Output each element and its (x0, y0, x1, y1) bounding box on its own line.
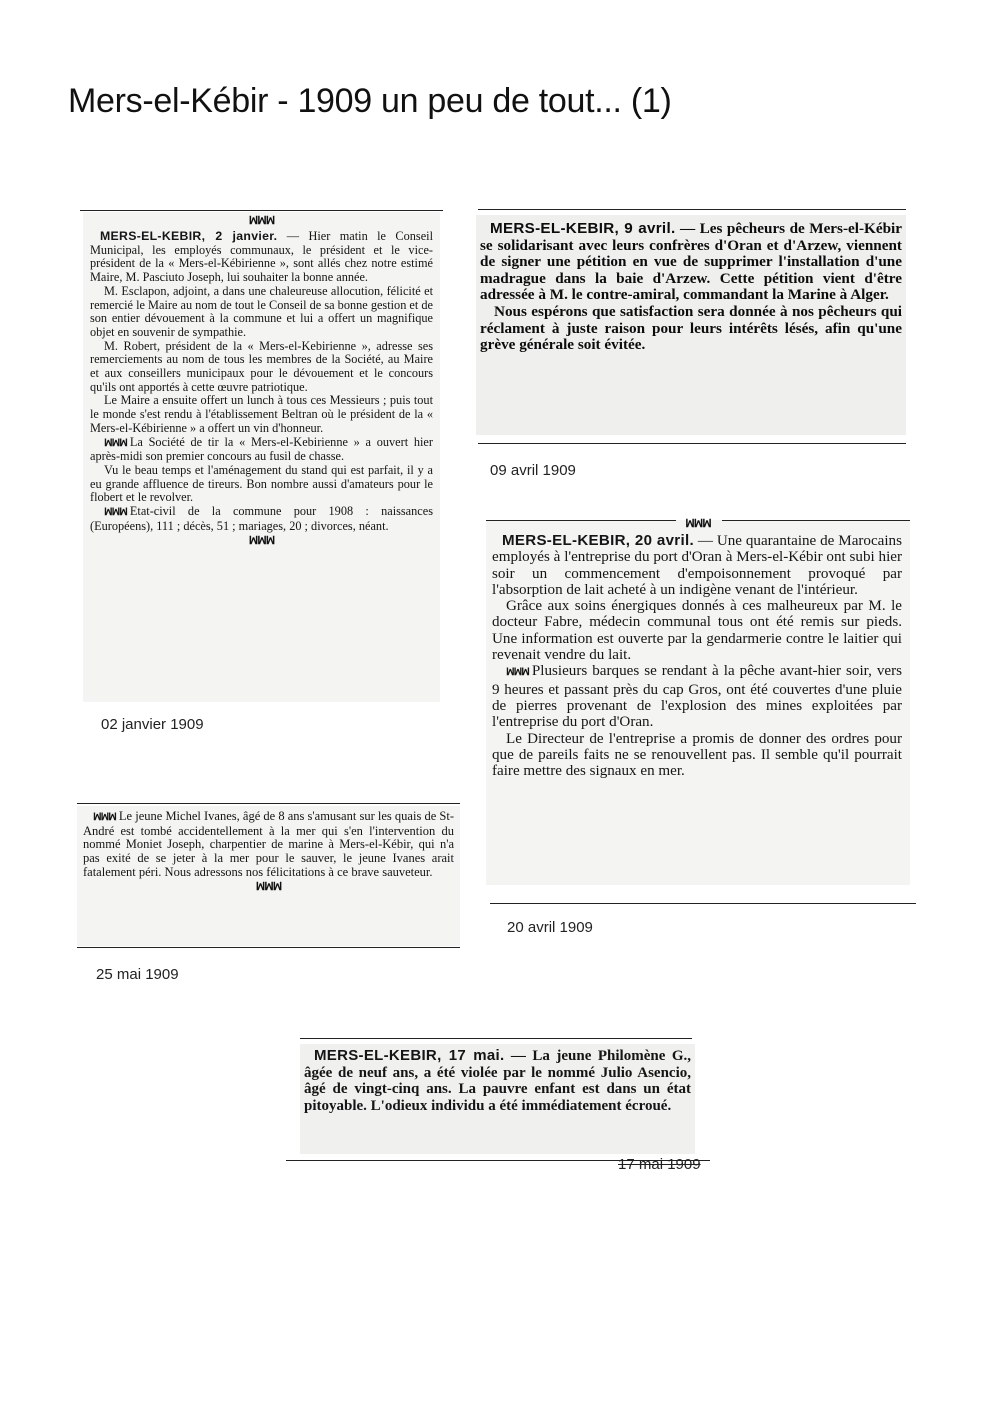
ornament: ꟽꟽꟽ (685, 518, 711, 530)
article-paragraph: Grâce aux soins énergiques donnés à ces malheureux par M. le docteur Fabre, médecin communal tous ont été remis sur pieds. Une information est ouverte par la gendarmerie contre le laitier qui revenait vendre du lait. (492, 598, 902, 664)
clipping-date: 20 avril 1909 (507, 919, 593, 936)
clipping-bottom-rule (77, 947, 460, 948)
clipping-top-rule (300, 1038, 692, 1039)
clipping-avril-9 (476, 215, 906, 435)
article-paragraph: MERS-EL-KEBIR, 20 avril. — Une quarantaine de Marocains employés à l'entreprise du port d'Oran à Mers-el-Kébir ont subi hier soir un commencement d'empoisonnement provoqué par l'absorption de lait acheté à un indigène venant de l'intérieur. (492, 532, 902, 598)
article-paragraph: ꟽꟽꟽ La Société de tir la « Mers-el-Kebirienne » a ouvert hier après-midi son premier concours au fusil de chasse. (90, 434, 433, 464)
article-body (476, 215, 906, 354)
article-body (486, 530, 910, 779)
page-title: Mers-el-Kébir - 1909 un peu de tout... (1) (68, 82, 672, 120)
article-paragraph: MERS-EL-KEBIR, 9 avril. — Les pêcheurs de Mers-el-Kébir se solidarisant avec leurs confrères d'Oran et d'Arzew, viennent de signer une pétition en vue de supprimer l'installation d'une madrague dans la baie d'Arzew. Cette pétition vient d'être adressée à M. le contre-amiral, commandant la Marine à Alger. (480, 220, 902, 304)
article-paragraph: ꟽꟽꟽ Le jeune Michel Ivanes, âgé de 8 ans s'amusant sur les quais de St-André est tombé accidentellement à la mer qui s'en l'intervention du nommé Moniet Joseph, charpentier de marine à Mers-el-Kébir, qui n'a pas exité de se jeter à la mer pour le sauver, le jeune Ivanes arait fatalement péri. Nous adressons nos félicitations à ce brave sauveteur. (83, 809, 454, 879)
clipping-date: 17 mai 1909 (618, 1156, 701, 1173)
clipping-top-rule (77, 803, 460, 804)
ornament: ꟽꟽꟽ (248, 535, 275, 548)
clipping-top-rule (80, 210, 443, 211)
article-body (77, 806, 460, 880)
ornament: ꟽꟽꟽ (104, 507, 127, 519)
article-paragraph: ꟽꟽꟽ Etat-civil de la commune pour 1908 : naissances (Européens), 111 ; décès, 51 ; mariages, 20 ; divorces, néant. (90, 504, 433, 533)
article-heading: MERS-EL-KEBIR, 17 mai. (314, 1047, 505, 1064)
article-paragraph: MERS-EL-KEBIR, 2 janvier. — Hier matin le Conseil Municipal, les employés communaux, le président et le vice-président de la « Mers-el-Kébirienne », sont allés chez notre estimé Maire, M. Pasciuto Joseph, lui souhaiter la bonne année. (90, 229, 433, 285)
clipping-bottom-rule (490, 903, 916, 904)
article-body (300, 1044, 695, 1114)
clipping-date: 02 janvier 1909 (101, 716, 204, 733)
clipping-top-rule (478, 209, 906, 210)
ornament: ꟽꟽꟽ (248, 215, 275, 227)
clipping-top-rule (486, 520, 676, 521)
article-paragraph: Vu le beau temps et l'aménagement du stand qui est parfait, il y a eu grande affluence de tireurs. Bon nombre aussi d'amateurs pour le flobert et le revolver. (90, 462, 433, 505)
clipping-janvier (83, 212, 440, 702)
article-body (83, 227, 440, 533)
ornament: ꟽꟽꟽ (93, 812, 116, 823)
clipping-date: 25 mai 1909 (96, 966, 179, 983)
clipping-bottom-rule (478, 443, 906, 444)
ornament: ꟽꟽꟽ (255, 880, 282, 893)
clipping-date: 09 avril 1909 (490, 462, 576, 479)
clipping-top-rule (722, 520, 910, 521)
ornament: ꟽꟽꟽ (104, 437, 127, 449)
article-paragraph: ꟽꟽꟽ Plusieurs barques se rendant à la pêche avant-hier soir, vers 9 heures et passant près du cap Gros, ont été couvertes d'une pluie de pierres provenant de l'explosion des mines exploitées par l'entreprise du port d'Oran. (492, 663, 902, 731)
article-heading: MERS-EL-KEBIR, 9 avril. (490, 220, 676, 237)
article-heading: MERS-EL-KEBIR, 20 avril. (502, 532, 694, 549)
article-paragraph: Nous espérons que satisfaction sera donnée à nos pêcheurs qui réclament à juste raison pour leurs intérêts lésés, afin qu'une grève générale soit évitée. (480, 302, 902, 354)
clipping-avril-20 (486, 520, 910, 885)
article-paragraph: M. Esclapon, adjoint, a dans une chaleureuse allocution, félicité et remercié le Maire au nom de tout le Conseil de sa bonne gestion et de son entier dévouement à la commune et lui a offert un magnifique objet en souvenir de sympathie. (90, 283, 433, 339)
ornament: ꟽꟽꟽ (506, 667, 529, 679)
article-paragraph: Le Directeur de l'entreprise a promis de donner des ordres pour que de pareils faits ne se renouvellent pas. Il semble qu'il pourrait faire mettre des signaux en mer. (492, 730, 902, 780)
article-paragraph: Le Maire a ensuite offert un lunch à tous ces Messieurs ; puis tout le monde s'est rendu à l'établissement Beltran où le président de la « Mers-el-Kébirienne » a offert un vin d'honneur. (90, 393, 433, 435)
article-paragraph: M. Robert, président de la « Mers-el-Kebirienne », adresse ses remerciements au nom de tous les membres de la Société, au Maire et aux conseillers municipaux pour le dévouement et le concours qu'ils ont apportés à cette œuvre patriotique. (90, 338, 433, 394)
clipping-mai-17 (300, 1044, 695, 1154)
article-heading: MERS-EL-KEBIR, 2 janvier. (100, 229, 278, 243)
article-paragraph: MERS-EL-KEBIR, 17 mai. — La jeune Philomène G., âgée de neuf ans, a été violée par le nommé Julio Asencio, âgé de vingt-cinq ans. La pauvre enfant est dans un état pitoyable. L'odieux individu a été immédiatement écroué. (304, 1047, 691, 1114)
clipping-mai-25 (77, 806, 460, 946)
